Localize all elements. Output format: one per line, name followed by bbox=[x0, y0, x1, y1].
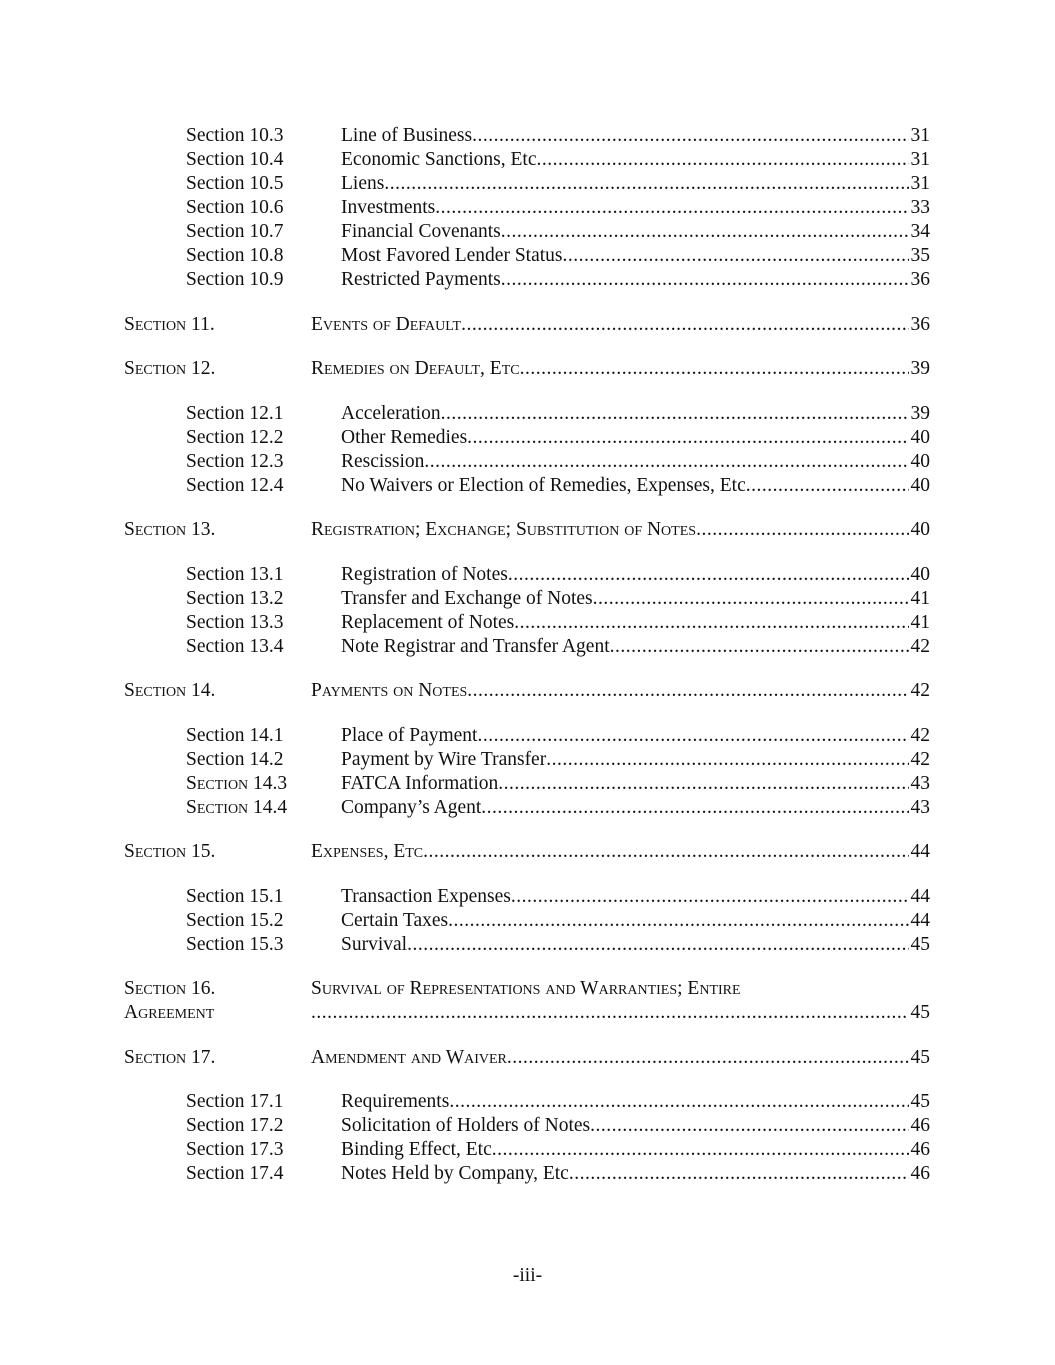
dot-leader bbox=[407, 933, 908, 957]
table-of-contents bbox=[0, 124, 1055, 1186]
dot-leader bbox=[696, 518, 908, 542]
dot-leader bbox=[449, 1090, 908, 1114]
toc-page: 39 bbox=[910, 358, 930, 379]
toc-title: Place of Payment bbox=[341, 724, 478, 746]
dot-leader bbox=[746, 474, 909, 498]
toc-entry-10-6[interactable] bbox=[0, 196, 1055, 220]
toc-entry-15-1[interactable] bbox=[0, 885, 1055, 909]
dot-leader bbox=[590, 1114, 908, 1138]
toc-page: 35 bbox=[910, 245, 930, 266]
toc-page: 31 bbox=[910, 125, 930, 146]
toc-page: 44 bbox=[910, 841, 930, 862]
toc-page: 45 bbox=[910, 933, 930, 955]
toc-number: Section 13.4 bbox=[186, 635, 284, 657]
toc-entry-14-3[interactable] bbox=[0, 772, 1055, 796]
dot-leader bbox=[481, 796, 908, 820]
toc-entry-14-1[interactable] bbox=[0, 724, 1055, 748]
toc-number: Section 10.3 bbox=[186, 125, 284, 146]
toc-page: 34 bbox=[910, 221, 930, 242]
dot-leader bbox=[569, 1162, 909, 1186]
toc-page: 42 bbox=[910, 748, 930, 770]
toc-number: Section 13.2 bbox=[186, 587, 284, 609]
dot-leader bbox=[435, 196, 908, 220]
dot-leader bbox=[423, 840, 908, 864]
dot-leader bbox=[311, 1001, 909, 1025]
dot-leader bbox=[501, 220, 909, 244]
toc-title: No Waivers or Election of Remedies, Expenses, Etc bbox=[341, 474, 746, 496]
toc-title: Certain Taxes bbox=[341, 909, 449, 931]
dot-leader bbox=[467, 679, 908, 703]
toc-number: Section 17.1 bbox=[186, 1091, 284, 1112]
toc-entry-14-2[interactable] bbox=[0, 748, 1055, 772]
toc-title: Payment by Wire Transfer bbox=[341, 748, 547, 770]
dot-leader bbox=[477, 724, 908, 748]
toc-entry-section-13[interactable] bbox=[0, 518, 1055, 542]
toc-number: Section 10.7 bbox=[186, 221, 284, 242]
toc-page: 44 bbox=[910, 885, 930, 907]
toc-number: Section 10.4 bbox=[186, 149, 284, 170]
toc-title: Restricted Payments bbox=[341, 269, 501, 290]
toc-page: 43 bbox=[910, 796, 930, 818]
toc-entry-section-16-line2[interactable] bbox=[0, 1001, 1055, 1025]
toc-title: Other Remedies bbox=[341, 426, 468, 448]
toc-title: Expenses, Etc bbox=[311, 841, 424, 862]
toc-title: Payments on Notes bbox=[311, 680, 468, 701]
toc-entry-section-12[interactable] bbox=[0, 357, 1055, 381]
dot-leader bbox=[511, 885, 909, 909]
toc-number: Section 10.8 bbox=[186, 245, 284, 266]
toc-entry-14-4[interactable] bbox=[0, 796, 1055, 820]
toc-title: Registration of Notes bbox=[341, 563, 508, 585]
toc-page: 36 bbox=[910, 313, 930, 335]
toc-title: Events of Default bbox=[311, 313, 462, 335]
toc-entry-section-14[interactable] bbox=[0, 679, 1055, 703]
toc-entry-10-5[interactable] bbox=[0, 172, 1055, 196]
toc-page: 39 bbox=[910, 402, 930, 424]
dot-leader bbox=[448, 909, 908, 933]
toc-number: Section 12. bbox=[124, 358, 216, 379]
toc-entry-15-2[interactable] bbox=[0, 909, 1055, 933]
toc-entry-13-3[interactable] bbox=[0, 611, 1055, 635]
toc-number: Section 17.3 bbox=[186, 1139, 284, 1160]
toc-page: 41 bbox=[910, 587, 930, 609]
toc-number: Section 10.6 bbox=[186, 197, 284, 218]
toc-title: Solicitation of Holders of Notes bbox=[341, 1115, 591, 1136]
toc-page: 33 bbox=[910, 197, 930, 218]
dot-leader bbox=[563, 244, 909, 268]
toc-page: 45 bbox=[910, 1002, 930, 1023]
toc-page: 40 bbox=[910, 563, 930, 585]
toc-number: Section 17. bbox=[124, 1046, 216, 1068]
toc-number: Section 12.2 bbox=[186, 426, 284, 448]
dot-leader bbox=[546, 748, 908, 772]
dot-leader bbox=[424, 450, 908, 474]
dot-leader bbox=[501, 268, 909, 292]
toc-page: 41 bbox=[910, 611, 930, 633]
toc-title: Financial Covenants bbox=[341, 221, 501, 242]
toc-entry-13-4[interactable] bbox=[0, 635, 1055, 659]
toc-page: 40 bbox=[910, 519, 930, 540]
toc-entry-17-4[interactable] bbox=[0, 1162, 1055, 1186]
toc-title: Transaction Expenses bbox=[341, 885, 511, 907]
toc-number: Section 17.4 bbox=[186, 1163, 284, 1184]
toc-page: 42 bbox=[910, 635, 930, 657]
toc-entry-12-1[interactable] bbox=[0, 402, 1055, 426]
toc-title: Liens bbox=[341, 173, 385, 194]
toc-title: Investments bbox=[341, 197, 436, 218]
toc-entry-12-3[interactable] bbox=[0, 450, 1055, 474]
toc-page: 46 bbox=[910, 1163, 930, 1184]
toc-number: Section 16. bbox=[124, 978, 216, 999]
toc-number: Section 14.3 bbox=[186, 772, 288, 794]
toc-page: 42 bbox=[910, 724, 930, 746]
toc-title: Line of Business bbox=[341, 125, 473, 146]
toc-title: FATCA Information bbox=[341, 772, 499, 794]
dot-leader bbox=[492, 1138, 909, 1162]
toc-title: Amendment and Waiver bbox=[311, 1046, 507, 1068]
toc-title: Economic Sanctions, Etc bbox=[341, 149, 537, 170]
toc-title: Notes Held by Company, Etc bbox=[341, 1163, 569, 1184]
toc-title: Survival of Representations and Warranties; Entire bbox=[311, 978, 741, 999]
toc-entry-12-4[interactable] bbox=[0, 474, 1055, 498]
toc-page: 40 bbox=[910, 450, 930, 472]
toc-title: Acceleration bbox=[341, 402, 441, 424]
toc-number: Section 13.1 bbox=[186, 563, 284, 585]
toc-entry-17-1[interactable] bbox=[0, 1090, 1055, 1114]
dot-leader bbox=[593, 587, 909, 611]
dot-leader bbox=[467, 426, 908, 450]
dot-leader bbox=[384, 172, 908, 196]
toc-number: Section 14.4 bbox=[186, 796, 288, 818]
toc-number: Section 12.3 bbox=[186, 450, 284, 472]
toc-number: Section 11. bbox=[124, 313, 215, 335]
toc-number: Section 15.2 bbox=[186, 909, 284, 931]
toc-page: 40 bbox=[910, 474, 930, 496]
toc-number: Section 13.3 bbox=[186, 611, 284, 633]
toc-number: Section 10.5 bbox=[186, 173, 284, 194]
dot-leader bbox=[537, 148, 909, 172]
toc-number: Section 15.3 bbox=[186, 933, 284, 955]
dot-leader bbox=[514, 611, 908, 635]
toc-entry-15-3[interactable] bbox=[0, 933, 1055, 957]
toc-entry-section-17[interactable] bbox=[0, 1046, 1055, 1070]
toc-number: Section 12.4 bbox=[186, 474, 284, 496]
dot-leader bbox=[461, 313, 908, 337]
page-number: -iii- bbox=[512, 1265, 543, 1286]
toc-page: 31 bbox=[910, 149, 930, 170]
toc-page: 36 bbox=[910, 269, 930, 290]
toc-page: 45 bbox=[910, 1091, 930, 1112]
toc-title-continued: Agreement bbox=[124, 1002, 215, 1023]
toc-page: 40 bbox=[910, 426, 930, 448]
dot-leader bbox=[472, 124, 908, 148]
toc-entry-10-4[interactable] bbox=[0, 148, 1055, 172]
toc-title: Binding Effect, Etc bbox=[341, 1139, 492, 1160]
toc-number: Section 14. bbox=[124, 680, 216, 701]
toc-page: 31 bbox=[910, 173, 930, 194]
dot-leader bbox=[441, 402, 909, 426]
toc-title: Survival bbox=[341, 933, 408, 955]
toc-entry-10-8[interactable] bbox=[0, 244, 1055, 268]
toc-number: Section 13. bbox=[124, 519, 216, 540]
dot-leader bbox=[520, 357, 909, 381]
toc-title: Company’s Agent bbox=[341, 796, 482, 818]
toc-entry-13-2[interactable] bbox=[0, 587, 1055, 611]
toc-number: Section 10.9 bbox=[186, 269, 284, 290]
toc-title: Remedies on Default, Etc bbox=[311, 358, 520, 379]
toc-title: Note Registrar and Transfer Agent bbox=[341, 635, 610, 657]
toc-entry-17-2[interactable] bbox=[0, 1114, 1055, 1138]
toc-entry-section-11[interactable] bbox=[0, 313, 1055, 337]
toc-entry-section-16-line1[interactable] bbox=[0, 977, 1055, 1001]
toc-page: 46 bbox=[910, 1115, 930, 1136]
toc-number: Section 12.1 bbox=[186, 402, 284, 424]
toc-title: Transfer and Exchange of Notes bbox=[341, 587, 593, 609]
toc-number: Section 15. bbox=[124, 841, 216, 862]
toc-entry-10-7[interactable] bbox=[0, 220, 1055, 244]
toc-number: Section 14.2 bbox=[186, 748, 284, 770]
toc-number: Section 17.2 bbox=[186, 1115, 284, 1136]
toc-page: 44 bbox=[910, 909, 930, 931]
toc-number: Section 15.1 bbox=[186, 885, 284, 907]
dot-leader bbox=[498, 772, 908, 796]
toc-entry-12-2[interactable] bbox=[0, 426, 1055, 450]
toc-page: 46 bbox=[910, 1139, 930, 1160]
toc-title: Registration; Exchange; Substitution of Notes bbox=[311, 519, 697, 540]
toc-entry-17-3[interactable] bbox=[0, 1138, 1055, 1162]
toc-entry-10-3[interactable] bbox=[0, 124, 1055, 148]
toc-number: Section 14.1 bbox=[186, 724, 284, 746]
toc-title: Most Favored Lender Status bbox=[341, 245, 563, 266]
dot-leader bbox=[508, 563, 909, 587]
toc-title: Requirements bbox=[341, 1091, 450, 1112]
toc-page: 45 bbox=[910, 1046, 930, 1068]
toc-page: 43 bbox=[910, 772, 930, 794]
toc-entry-13-1[interactable] bbox=[0, 563, 1055, 587]
toc-page: 42 bbox=[910, 680, 930, 701]
dot-leader bbox=[507, 1046, 909, 1070]
dot-leader bbox=[610, 635, 909, 659]
toc-title: Replacement of Notes bbox=[341, 611, 515, 633]
toc-entry-10-9[interactable] bbox=[0, 268, 1055, 292]
toc-entry-section-15[interactable] bbox=[0, 840, 1055, 864]
toc-title: Rescission bbox=[341, 450, 425, 472]
